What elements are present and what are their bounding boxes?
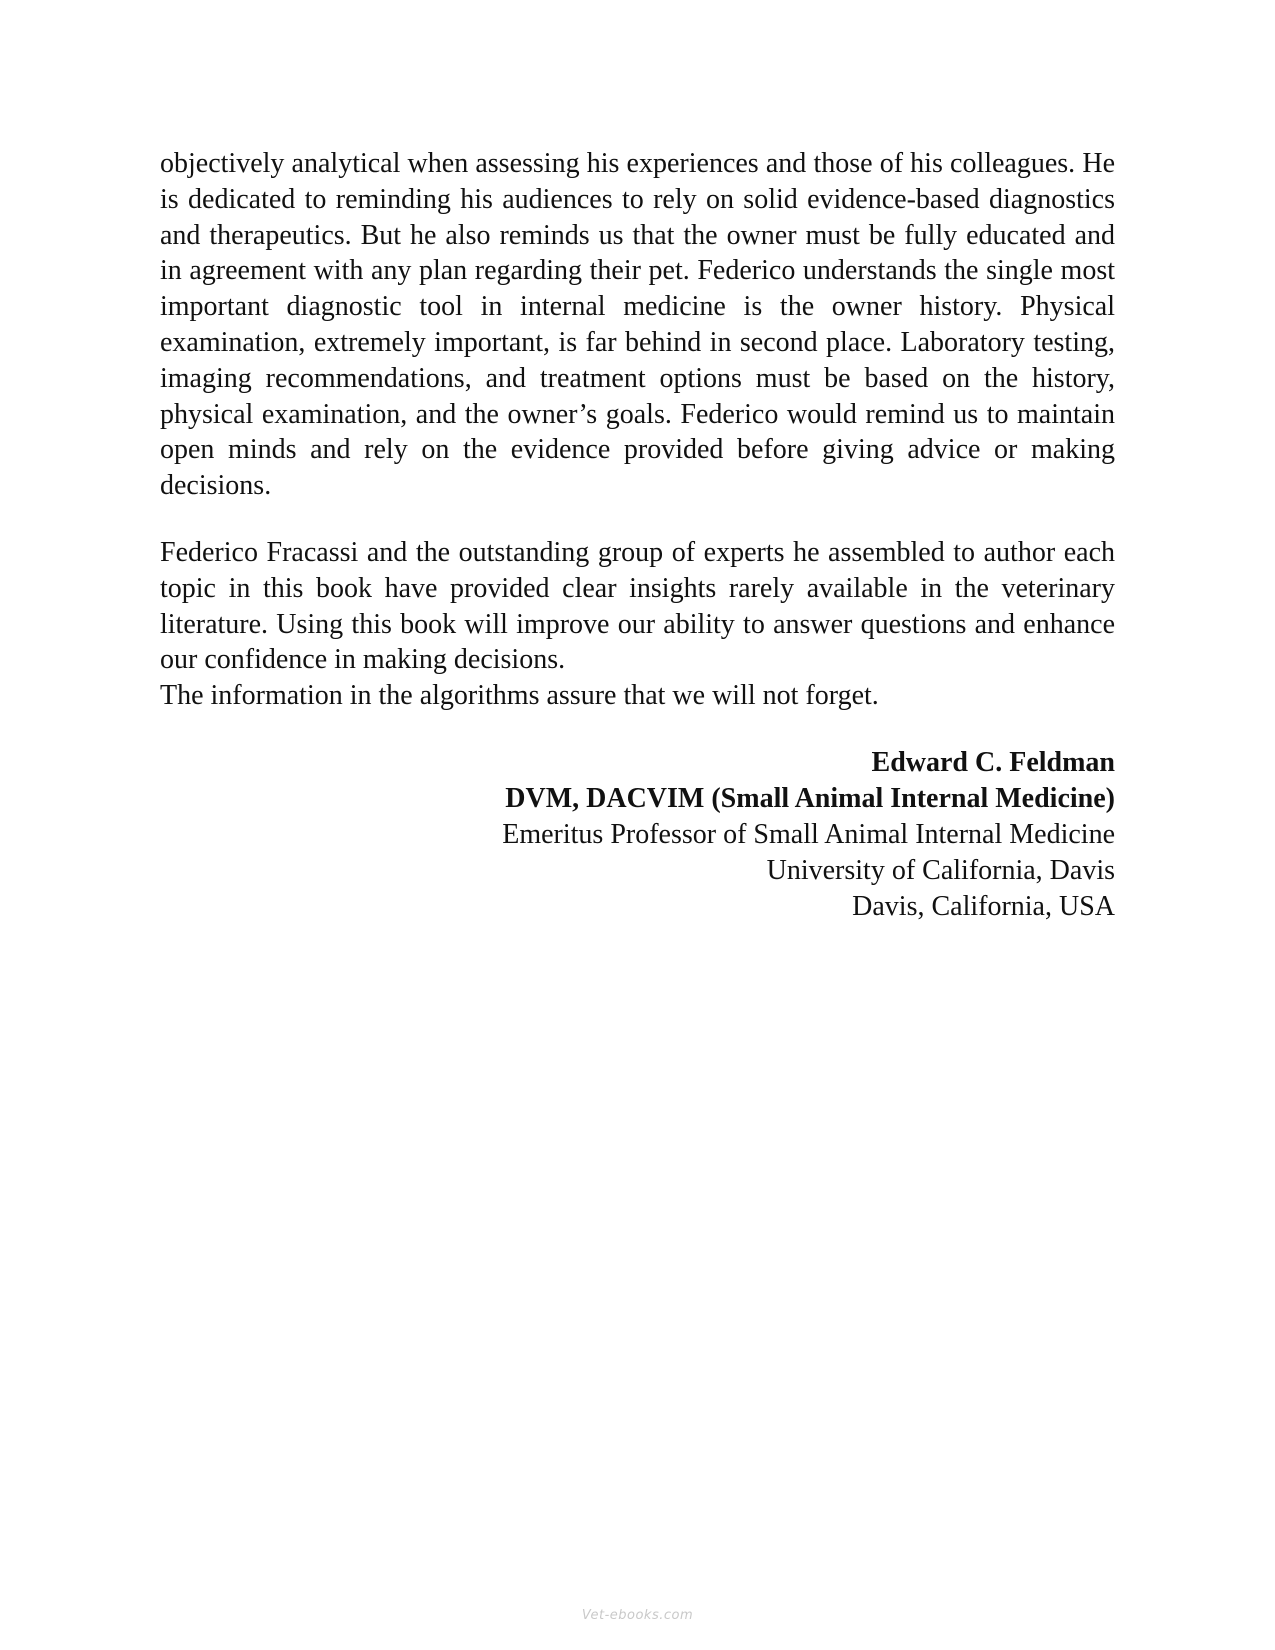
signature-location: Davis, California, USA [852,890,1115,922]
signature-title: Emeritus Professor of Small Animal Internal Medicine [502,818,1115,850]
body-paragraph-2-closing-line: The information in the algorithms assure that we will not forget. [160,680,879,712]
signature-name: Edward C. Feldman [871,746,1115,778]
signature-institution: University of California, Davis [766,854,1115,886]
signature-block [160,745,1115,925]
page-content [160,146,1115,925]
signature-credentials: DVM, DACVIM (Small Animal Internal Medicine) [505,782,1115,814]
watermark-logo: Vet-ebooks.com [581,1608,694,1623]
body-paragraph-2: Federico Fracassi and the outstanding group of experts he assembled to author each topic in this book have provided clear insights rarely available in the veterinary literature. Using this book will improve our ability to answer questions and enhance our confidence in making decisions. [160,536,1115,676]
body-paragraph-1: objectively analytical when assessing his experiences and those of his colleagues. He is dedicated to reminding his audiences to rely on solid evidence-based diagnostics and therapeutics. But he also reminds us that the owner must be fully educated and in agreement with any plan regarding their pet. Federico understands the single most important diagnostic tool in internal medicine is the owner history. Physical examination, extremely important, is far behind in second place. Laboratory testing, imaging recommendations, and treatment options must be based on the history, physical examination, and the owner’s goals. Federico would remind us to maintain open minds and rely on the evidence provided before giving advice or making decisions. [160,148,1115,502]
